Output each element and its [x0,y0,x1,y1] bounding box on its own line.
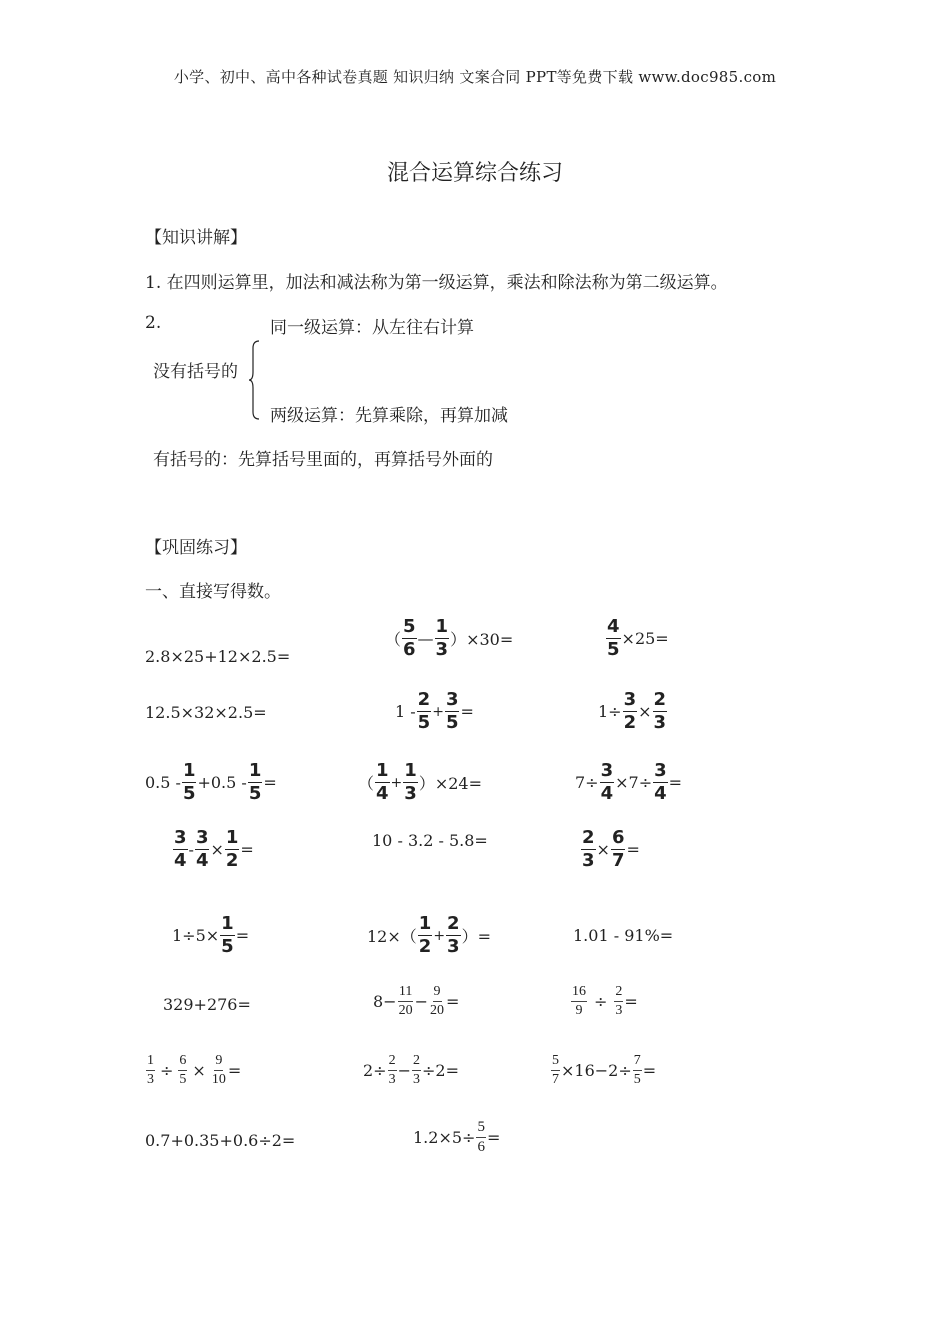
exercise-14: 12×（ $\frac{1}{2}$ + $\frac{2}{3}$ ）= [367,913,491,957]
exercise-2: （ $\frac{5}{6}$ — $\frac{1}{3}$ ）×30= [385,616,514,660]
exercise-12: $\frac{2}{3}$ × $\frac{6}{7}$ = [582,827,640,871]
exercise-3: $\frac{4}{5}$ ×25= [607,616,669,660]
knowledge-heading: 【知识讲解】 [145,228,247,248]
rule-same-level: 同一级运算：从左往右计算 [270,318,474,338]
exercise-21: $\frac{5}{7}$ ×16−2÷ $\frac{7}{5}$ = [552,1053,657,1087]
exercise-11: 10 - 3.2 - 5.8= [372,831,488,850]
exercise-18: $\frac{16}{9}$ ÷ $\frac{2}{3}$ = [572,984,638,1018]
exercise-5: 1 - $\frac{2}{5}$ + $\frac{3}{5}$ = [395,689,474,733]
rule-no-parentheses: 没有括号的 [153,362,238,382]
knowledge-point-2-number: 2. [145,313,162,333]
rule-two-level: 两级运算：先算乘除，再算加减 [270,406,508,426]
rule-with-parentheses: 有括号的：先算括号里面的，再算括号外面的 [153,450,493,470]
exercise-16: 329+276= [163,995,251,1014]
exercise-13: 1÷5× $\frac{1}{5}$ = [172,913,250,957]
exercise-20: 2÷ $\frac{2}{3}$ − $\frac{2}{3}$ ÷2= [363,1053,459,1087]
exercise-7: 0.5 - $\frac{1}{5}$ +0.5 - $\frac{1}{5}$ = [145,760,277,804]
exercise-4: 12.5×32×2.5= [145,703,267,722]
practice-heading: 【巩固练习】 [145,538,247,558]
exercise-23: 1.2×5÷ $\frac{5}{6}$ = [413,1119,501,1155]
knowledge-point-1: 1. 在四则运算里，加法和减法称为第一级运算，乘法和除法称为第二级运算。 [145,273,728,293]
exercise-22: 0.7+0.35+0.6÷2= [145,1131,296,1150]
page-header: 小学、初中、高中各种试卷真题 知识归纳 文案合同 PPT等免费下载 www.doc985.com [173,68,777,86]
exercise-19: $\frac{1}{3}$ ÷ $\frac{6}{5}$ × $\frac{9}{10}$ = [147,1053,242,1087]
exercise-8: （ $\frac{1}{4}$ + $\frac{1}{3}$ ）×24= [358,760,482,804]
exercise-9: 7÷ $\frac{3}{4}$ ×7÷ $\frac{3}{4}$ = [575,760,683,804]
exercise-17: 8− $\frac{11}{20}$ − $\frac{9}{20}$ = [373,984,460,1018]
exercise-10: $\frac{3}{4}$ - $\frac{3}{4}$ × $\frac{1}{2}$ = [174,827,254,871]
curly-brace [248,340,260,420]
exercise-6: 1÷ $\frac{3}{2}$ × $\frac{2}{3}$ [598,689,667,733]
exercise-15: 1.01 - 91%= [573,926,674,945]
exercise-1: 2.8×25+12×2.5= [145,647,291,666]
section-1-heading: 一、直接写得数。 [145,582,281,602]
page-title: 混合运算综合练习 [386,161,563,186]
